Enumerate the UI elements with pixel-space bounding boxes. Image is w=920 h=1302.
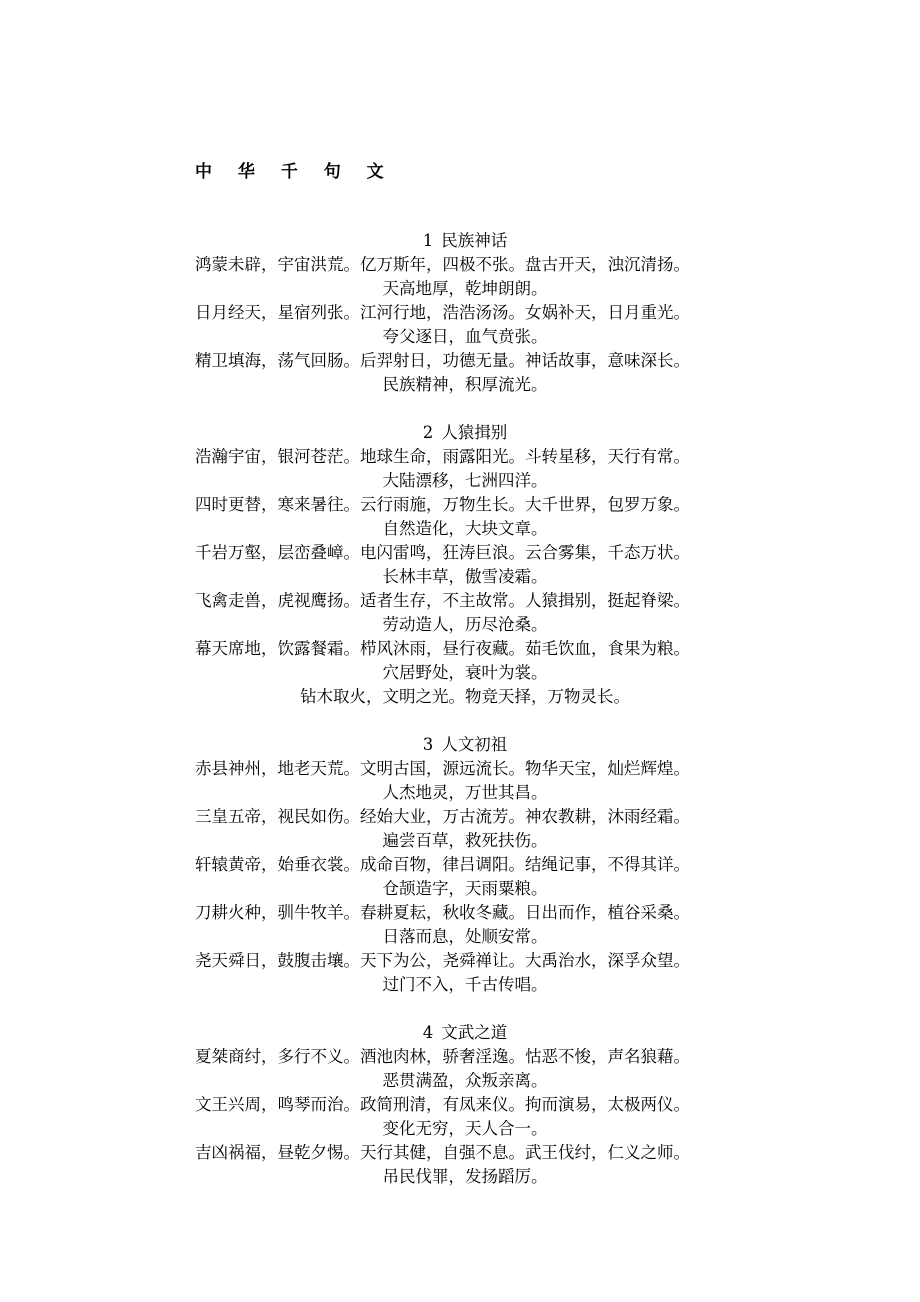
verse-line-continued: 夸父逐日，血气贲张。 [382,327,548,346]
verse-line: 尧天舜日，鼓腹击壤。天下为公，尧舜禅让。大禹治水，深孚众望。 [195,951,690,970]
section-number: 1 [422,231,434,250]
poem-content [195,229,735,1213]
verse-line-continued: 日落而息，处顺安常。 [382,927,548,946]
verse-line-continued: 长林丰草，傲雪凌霜。 [382,567,548,586]
verse-line: 幕天席地，饮露餐霜。栉风沐雨，昼行夜藏。茹毛饮血，食果为粮。 [195,639,690,658]
verse-line-continued: 民族精神，积厚流光。 [382,375,548,394]
verse-line-continued: 劳动造人，历尽沧桑。 [382,615,548,634]
verse-line-continued: 仓颉造字，天雨粟粮。 [382,879,548,898]
verse-line-continued: 人杰地灵，万世其昌。 [382,783,548,802]
verse-line-centered: 钻木取火，文明之光。物竞天择，万物灵长。 [300,687,630,706]
verse-line-continued: 大陆漂移，七洲四洋。 [382,471,548,490]
section-number: 3 [422,735,434,754]
verse-line: 日月经天，星宿列张。江河行地，浩浩汤汤。女娲补天，日月重光。 [195,303,690,322]
verse-line-continued: 遍尝百草，救死扶伤。 [382,831,548,850]
verse-line: 鸿蒙未辟，宇宙洪荒。亿万斯年，四极不张。盘古开天，浊沉清扬。 [195,255,690,274]
section-3 [195,733,735,997]
section-number: 2 [422,423,434,442]
verse-line-continued: 吊民伐罪，发扬蹈厉。 [382,1167,548,1186]
section-title: 人文初祖 [441,735,508,754]
section-title: 民族神话 [441,231,508,250]
section-number: 4 [422,1023,434,1042]
section-heading [195,733,735,757]
verse-line: 吉凶祸福，昼乾夕惕。天行其健，自强不息。武王伐纣，仁义之师。 [195,1143,690,1162]
verse-line: 三皇五帝，视民如伤。经始大业，万古流芳。神农教耕，沐雨经霜。 [195,807,690,826]
verse-line: 文王兴周，鸣琴而治。政简刑清，有凤来仪。拘而演易，太极两仪。 [195,1095,690,1114]
verse-line: 精卫填海，荡气回肠。后羿射日，功德无量。神话故事，意味深长。 [195,351,690,370]
verse-line: 千岩万壑，层峦叠嶂。电闪雷鸣，狂涛巨浪。云合雾集，千态万状。 [195,543,690,562]
section-2 [195,421,735,709]
section-heading [195,1021,735,1045]
verse-line: 刀耕火种，驯牛牧羊。春耕夏耘，秋收冬藏。日出而作，植谷采桑。 [195,903,690,922]
section-title: 文武之道 [441,1023,508,1042]
verse-line-continued: 天高地厚，乾坤朗朗。 [382,279,548,298]
document-title: 中 华 千 句 文 [195,162,394,182]
verse-line-continued: 自然造化，大块文章。 [382,519,548,538]
verse-line: 轩辕黄帝，始垂衣裳。成命百物，律吕调阳。结绳记事，不得其详。 [195,855,690,874]
verse-line: 飞禽走兽，虎视鹰扬。适者生存，不主故常。人猿揖别，挺起脊梁。 [195,591,690,610]
verse-line: 浩瀚宇宙，银河苍茫。地球生命，雨露阳光。斗转星移，天行有常。 [195,447,690,466]
verse-line: 四时更替，寒来暑往。云行雨施，万物生长。大千世界，包罗万象。 [195,495,690,514]
verse-line-continued: 穴居野处，衰叶为裳。 [382,663,548,682]
section-title: 人猿揖别 [441,423,508,442]
verse-line-continued: 恶贯满盈，众叛亲离。 [382,1071,548,1090]
verse-line: 夏桀商纣，多行不义。酒池肉林，骄奢淫逸。怙恶不悛，声名狼藉。 [195,1047,690,1066]
verse-line-continued: 变化无穷，天人合一。 [382,1119,548,1138]
verse-line: 赤县神州，地老天荒。文明古国，源远流长。物华天宝，灿烂辉煌。 [195,759,690,778]
section-4 [195,1021,735,1189]
section-1 [195,229,735,397]
section-heading [195,421,735,445]
verse-line-continued: 过门不入，千古传唱。 [382,975,548,994]
section-heading [195,229,735,253]
